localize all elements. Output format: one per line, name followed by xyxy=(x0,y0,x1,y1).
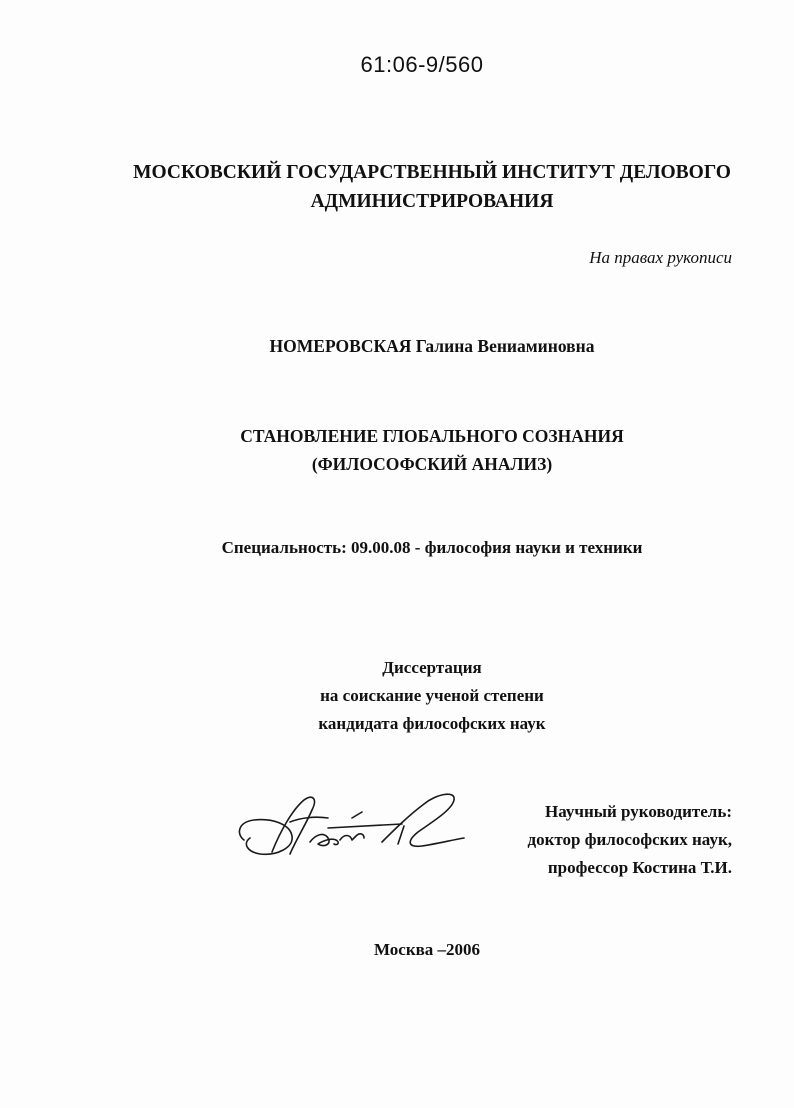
supervisor-line-1: Научный руководитель: xyxy=(545,802,732,821)
specialty: Специальность: 09.00.08 - философия науки и техники xyxy=(221,538,643,557)
institution-name xyxy=(0,158,794,216)
thesis-title xyxy=(0,422,794,478)
thesis-title-line-1: СТАНОВЛЕНИЕ ГЛОБАЛЬНОГО СОЗНАНИЯ xyxy=(240,426,624,446)
author-name: НОМЕРОВСКАЯ Галина Вениаминовна xyxy=(269,336,595,356)
degree-line-1: Диссертация xyxy=(382,658,482,677)
supervisor-line-2: доктор философских наук, xyxy=(527,830,732,849)
degree-block xyxy=(0,654,794,738)
handwritten-signature xyxy=(232,782,468,866)
city-year: Москва –2006 xyxy=(373,940,481,959)
manuscript-note: На правах рукописи xyxy=(589,248,732,267)
institution-line-2: АДМИНИСТРИРОВАНИЯ xyxy=(310,191,554,212)
degree-line-2: на соискание ученой степени xyxy=(320,686,544,705)
supervisor-line-3: профессор Костина Т.И. xyxy=(547,858,732,877)
thesis-title-line-2: (ФИЛОСОФСКИЙ АНАЛИЗ) xyxy=(311,454,553,474)
supervisor-block xyxy=(528,798,733,882)
institution-line-1: МОСКОВСКИЙ ГОСУДАРСТВЕННЫЙ ИНСТИТУТ ДЕЛОВОГО xyxy=(133,162,731,183)
catalog-code: 61:06-9/560 xyxy=(360,52,484,77)
degree-line-3: кандидата философских наук xyxy=(318,714,546,733)
